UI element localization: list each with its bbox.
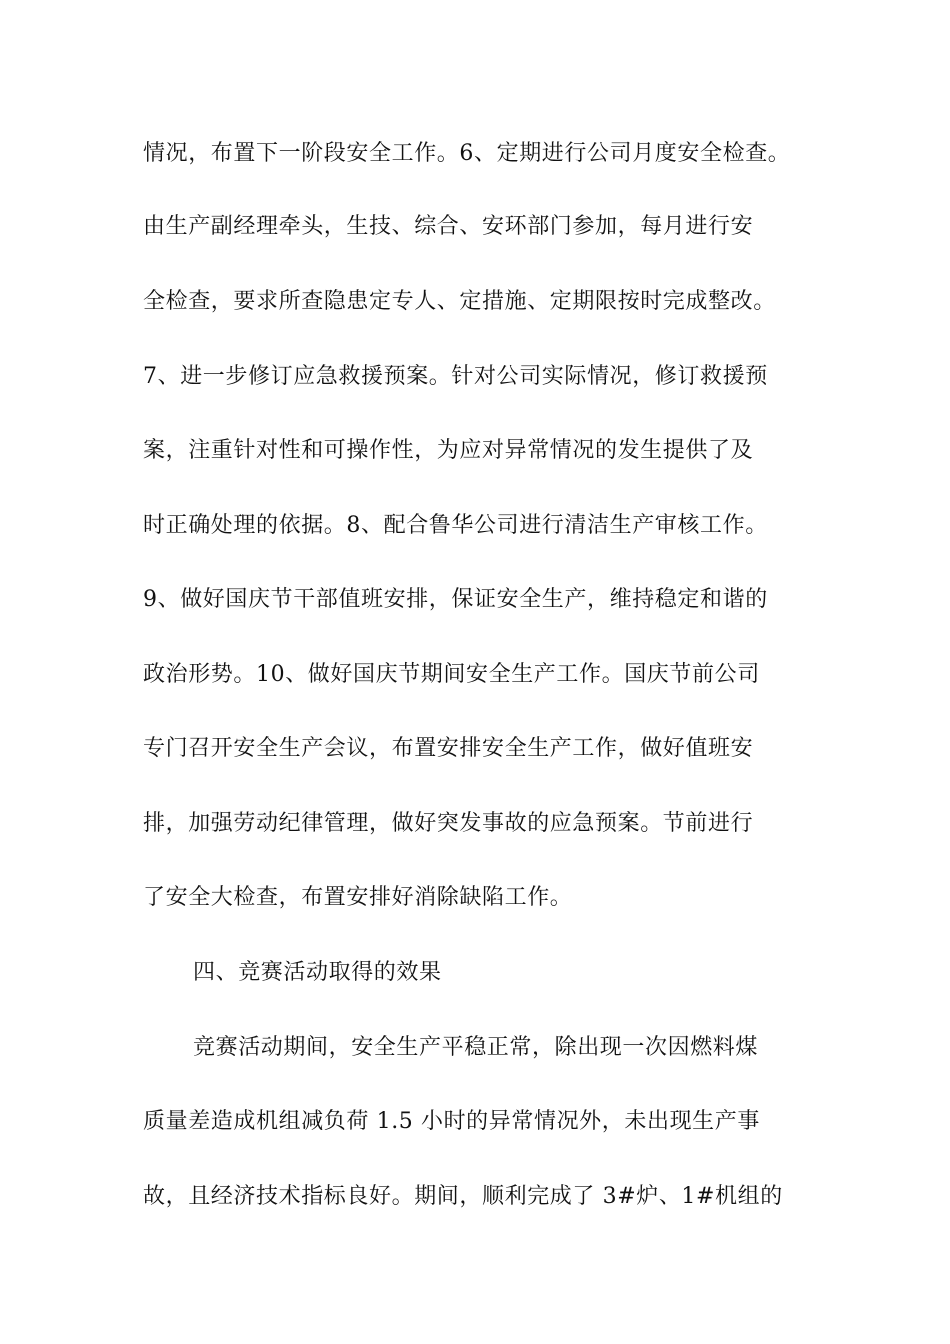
body-text-line: 由生产副经理牵头，生技、综合、安环部门参加，每月进行安 <box>143 214 754 239</box>
body-text-line: 专门召开安全生产会议，布置安排安全生产工作，做好值班安 <box>143 736 754 761</box>
body-text-line: 质量差造成机组减负荷 1.5 小时的异常情况外，未出现生产事 <box>143 1109 760 1134</box>
body-text-line: 时正确处理的依据。8、配合鲁华公司进行清洁生产审核工作。 <box>143 513 768 538</box>
body-text-line: 案，注重针对性和可操作性，为应对异常情况的发生提供了及 <box>143 438 754 463</box>
body-text-line: 政治形势。10、做好国庆节期间安全生产工作。国庆节前公司 <box>143 662 760 687</box>
body-text-line: 了安全大检查，布置安排好消除缺陷工作。 <box>143 885 573 910</box>
body-text-line: 9、做好国庆节干部值班安排，保证安全生产，维持稳定和谐的 <box>143 587 768 612</box>
body-text-line: 7、进一步修订应急救援预案。针对公司实际情况，修订救援预 <box>143 364 768 389</box>
section-heading: 四、竞赛活动取得的效果 <box>193 960 442 985</box>
body-text-line: 故，且经济技术指标良好。期间，顺利完成了 3#炉、1#机组的 <box>143 1184 783 1209</box>
body-text-line: 竞赛活动期间，安全生产平稳正常，除出现一次因燃料煤 <box>193 1035 759 1060</box>
body-text-line: 排，加强劳动纪律管理，做好突发事故的应急预案。节前进行 <box>143 811 754 836</box>
body-text-line: 全检查，要求所查隐患定专人、定措施、定期限按时完成整改。 <box>143 289 776 314</box>
body-text-line: 情况，布置下一阶段安全工作。6、定期进行公司月度安全检查。 <box>143 141 791 166</box>
